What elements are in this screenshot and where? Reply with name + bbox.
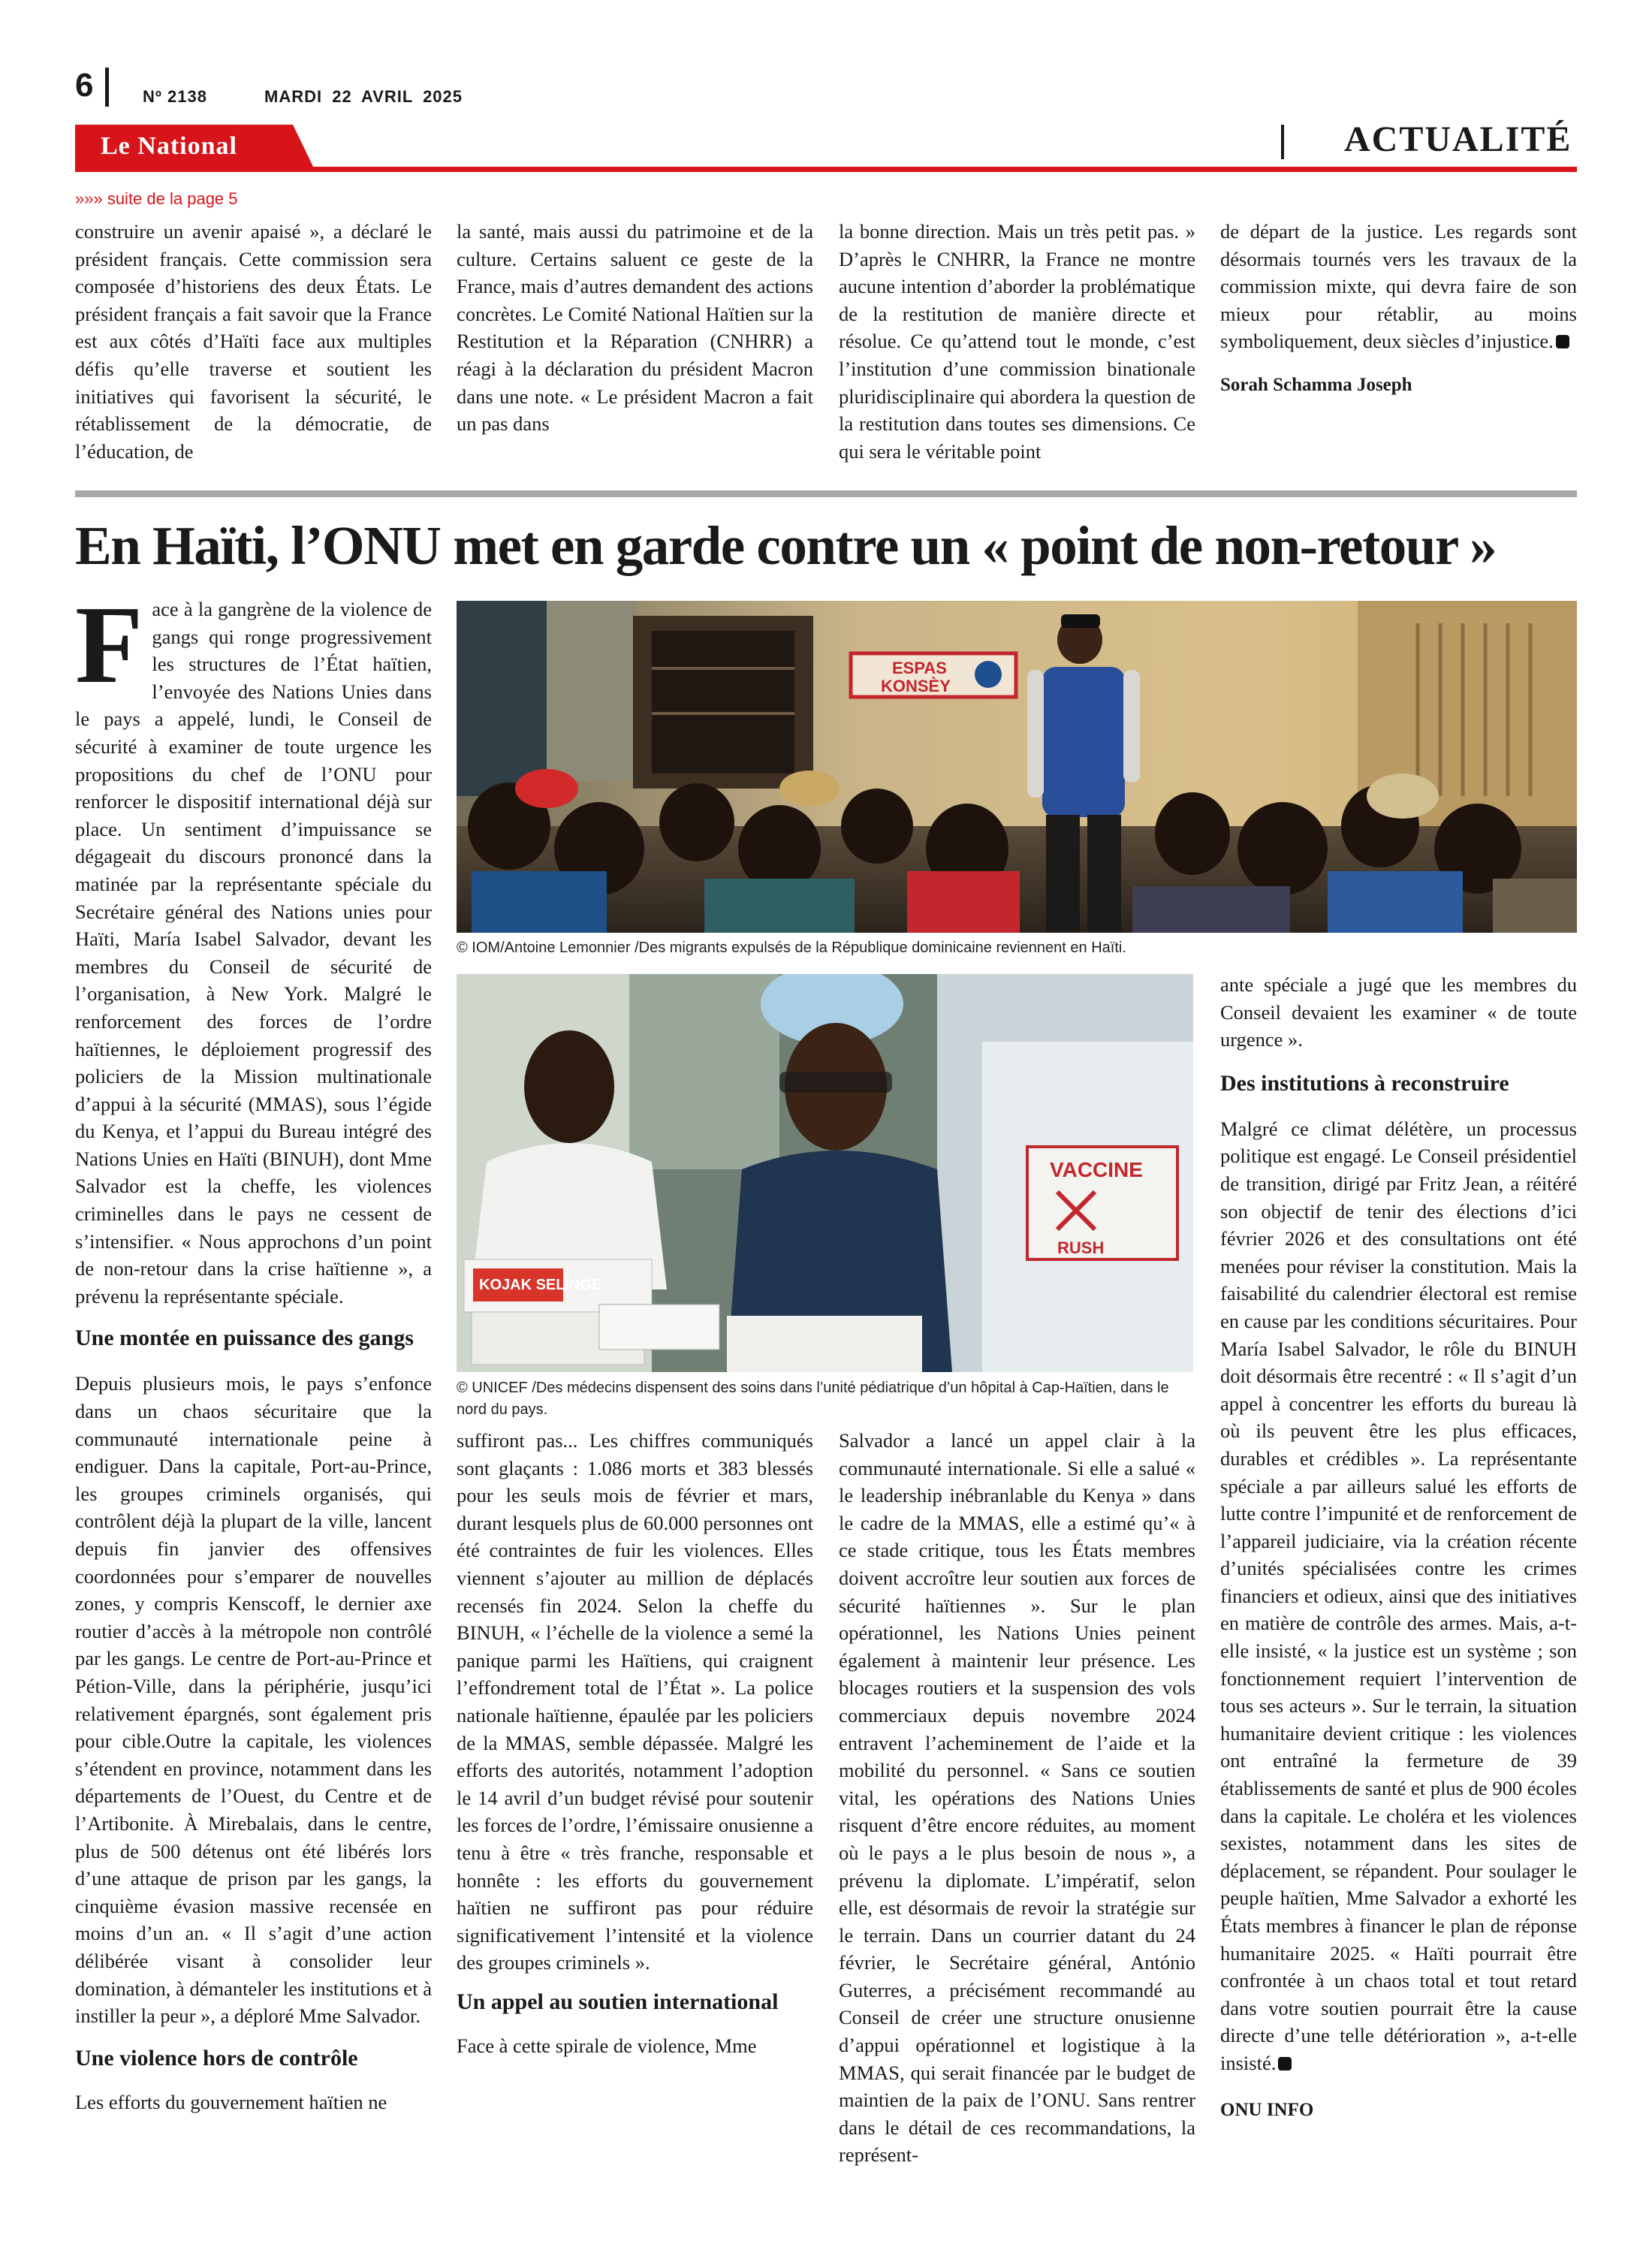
article-col-4 bbox=[1220, 971, 1577, 2124]
article-headline: En Haïti, l’ONU met en garde contre un « point de non-retour » bbox=[75, 515, 1497, 576]
photo-migrants-image bbox=[457, 601, 1577, 933]
subhead-appel: Un appel au soutien international bbox=[457, 1989, 779, 2014]
top-article-col-2 bbox=[457, 218, 813, 438]
photo-migrants-caption: © IOM/Antoine Lemonnier /Des migrants expulsés de la République dominicaine reviennent en Haïti. bbox=[457, 940, 1126, 956]
paragraph-urgence: ante spéciale a jugé que les membres du Conseil devaient les examiner « de toute urgence ». bbox=[1220, 973, 1577, 1051]
top-article-col-3 bbox=[839, 218, 1195, 465]
section-title: ACTUALITÉ bbox=[1344, 119, 1572, 159]
byline: Sorah Schamma Joseph bbox=[1220, 374, 1412, 395]
section-divider bbox=[1281, 125, 1284, 159]
top-article-text-4-body: de départ de la justice. Les regards sont désormais tournés vers les travaux de la commission mixte, qui devra faire de son mieux pour rétablir, au moins symboliquement, deux siècles d’injustice. bbox=[1220, 220, 1577, 353]
end-mark-icon bbox=[1556, 335, 1569, 348]
sign-text-line-2: KONSÈY bbox=[881, 677, 951, 695]
paragraph-appel: Salvador a lancé un appel clair à la communauté internationale. Si elle a salué « le leadership inébranlable du Kenya » dans le cadre de la MMAS, elle a estimé qu’« à ce stade critique, tous les États membres doivent accroître leur soutien aux forces de sécurité haïtiennes ». Sur le plan opérationnel, les Nations Unies peinent également à maintenir leur présence. Les blocages routiers et la suspension des vols commerciaux depuis novembre 2024 entravent l’acheminement de l’aide et la mobilité du personnel. « Sans ce soutien vital, les opérations des Nations Unies risquent d’être encore réduites, au moment où le pays a le plus besoin de nous », a prévenu la diplomate. L’impératif, selon elle, est désormais de revoir la stratégie sur le terrain. Dans un courrier datant du 24 février, le Secrétaire général, António Guterres, a précisément recommandé au Conseil de créer une structure onusienne d’appui opérationnel et logistique à la MMAS, qui serait financée par le budget de maintien de la paix de l’ONU. Sans rentrer dans le détail de ces recommandations, la représent- bbox=[839, 1429, 1195, 2167]
top-article-col-4 bbox=[1220, 218, 1577, 400]
issue-number: Nº 2138 bbox=[143, 87, 207, 106]
photo-migrants bbox=[457, 601, 1577, 933]
top-article-text-1: construire un avenir apaisé », a déclaré le président français. Cette commission sera composée d’historiens des deux États. Le président français a fait savoir que la France est aux côtés d’Haïti face aux multiples défis qu’elle traverse et soutient les initiatives qui favorisent la sécurité, le rétablissement de la démocratie, de l’éducation, de bbox=[75, 220, 432, 463]
article-intro-text: ace à la gangrène de la violence de gangs qui ronge progressivement les structures de l’État haïtien, l’envoyée des Nations Unies dans le pays a appelé, lundi, le Conseil de sécurité à examiner de toute urgence les propositions du chef de l’ONU pour renforcer le dispositif international déjà sur place. Un sentiment d’impuissance se dégageait du discours prononcé dans la matinée par la représentante spéciale du Secrétaire général des Nations unies pour Haïti, María Isabel Salvador, devant les membres du Conseil de sécurité de l’organisation, à New York. Malgré le renforcement des forces de l’ordre haïtiennes, le déploiement progressif des policiers de la Mission multinationale d’appui à la sécurité (MMAS), sous l’égide du Kenya, et l’appui du Bureau intégré des Nations Unies en Haïti (BINUH), dont Mme Salvador est la cheffe, les violences criminelles dans le pays ne cessent de s’intensifier. « Nous approchons d’un point de non-retour dans la crise haïtienne », a prévenu la représentante spéciale. bbox=[75, 598, 432, 1307]
article-col-1 bbox=[75, 584, 432, 2116]
sign-text-line-1: ESPAS bbox=[892, 659, 947, 677]
top-article-text-2: la santé, mais aussi du patrimoine et de la culture. Certains saluent ce geste de la France, mais d’autres demandent des actions concrètes. Le Comité National Haïtien sur la Restitution et la Réparation (CNHRR) a réagi à la déclaration du président Macron dans une note. « Le président Macron a fait un pas dans bbox=[457, 220, 813, 436]
paragraph-figures: suffiront pas... Les chiffres communiqués sont glaçants : 1.086 morts et 383 blessés pour les seuls mois de février et mars, durant lesquels plus de 60.000 personnes ont été contraintes de fuir les violences. Elles viennent s’ajouter au million de déplacés recensés fin 2024. Selon la cheffe du BINUH, « l’échelle de la violence a semé la panique parmi les Haïtiens, qui craignent l’effondrement total de l’État ». La police nationale haïtienne, épaulée par les policiers de la MMAS, semble dépassée. Malgré les efforts des autorités, notamment l’adoption le 14 avril d’un budget révisé pour soutenir les forces de l’ordre, l’émissaire onusienne a tenu à être « très franche, responsable et honnête : les efforts du gouvernement haïtien ne suffiront pas pour réduire significativement l’intensité et la violence des groupes criminels ». bbox=[457, 1429, 813, 1974]
cooler-label-text-2: RUSH bbox=[1057, 1238, 1105, 1257]
article-intro bbox=[75, 584, 432, 1310]
subhead-institutions: Des institutions à reconstruire bbox=[1220, 1070, 1509, 1096]
paragraph-institutions bbox=[1220, 1115, 1577, 2077]
box-label-text: KOJAK SELINGE bbox=[479, 1277, 602, 1293]
top-article-col-1 bbox=[75, 218, 432, 465]
page-number-divider bbox=[105, 68, 109, 107]
article-col-2 bbox=[457, 1427, 813, 2059]
photo-doctors-caption: © UNICEF /Des médecins dispensent des soins dans l’unité pédiatrique d’un hôpital à Cap-Haïtien, dans le nord du pays. bbox=[457, 1380, 1169, 1418]
paragraph-violence-start: Les efforts du gouvernement haïtien ne bbox=[75, 2090, 387, 2113]
article-source: ONU INFO bbox=[1220, 2099, 1314, 2120]
paragraph-appel-start: Face à cette spirale de violence, Mme bbox=[457, 2034, 757, 2057]
photo-doctors-image bbox=[457, 974, 1193, 1372]
subhead-gangs: Une montée en puissance des gangs bbox=[75, 1326, 414, 1351]
publication-date: MARDI 22 AVRIL 2025 bbox=[264, 87, 463, 106]
cooler-label-text: VACCINE bbox=[1050, 1158, 1143, 1181]
paragraph-gangs: Depuis plusieurs mois, le pays s’enfonce dans un chaos sécuritaire que la communauté internationale peine à endiguer. Dans la capitale, Port-au-Prince, les groupes criminels organisés, qui contrôlent déjà la plupart de la ville, lancent depuis fin janvier des offensives coordonnées pour s’emparer de nouvelles zones, y compris Kenscoff, le dernier axe routier d’accès à la métropole non contrôlé par les gangs. Le centre de Port-au-Prince et Pétion-Ville, dans la périphérie, jusqu’ici relativement épargnés, sont également pris pour cible.Outre la capitale, les violences s’étendent en province, notamment dans les départements de l’Ouest, du Centre et de l’Artibonite. À Mirebalais, dans le centre, plus de 500 détenus ont été libérés lors d’une attaque de prison par les gangs, la cinquième évasion massive recensée en moins d’un an. « Il s’agit d’une action délibérée visant à consolider leur domination, à démanteler les institutions et à instiller la peur », a déploré Mme Salvador. bbox=[75, 1372, 432, 2028]
continued-from-note: »»» suite de la page 5 bbox=[75, 189, 238, 208]
article-col-3 bbox=[839, 1427, 1195, 2169]
page-number: 6 bbox=[75, 67, 94, 104]
brand-name: Le National bbox=[101, 132, 237, 160]
paragraph-institutions-text: Malgré ce climat délétère, un processus politique est engagé. Le Conseil présidentiel de transition, dirigé par Fritz Jean, a réitéré son objectif de tenir des élections d’ici février 2026 et des consultations ont été menées pour réviser la constitution. Mais la faisabilité du calendrier électoral est remise en cause par les conditions sécuritaires. Pour María Isabel Salvador, le rôle du BINUH doit désormais être recentré : « Il s’agit d’un appel à concentrer les efforts du bureau là où ils peuvent être les plus efficaces, durables et crédibles ». La représentante spéciale a par ailleurs salué les efforts de lutte contre l’impunité et de renforcement de l’appareil judiciaire, via la création récente d’unités spécialisées contre les crimes financiers et odieux, ainsi que des initiatives en matière de contrôle des armes. Mais, a-t-elle insisté, « la justice est un système ; son fonctionnement requiert l’intervention de tous ses acteurs ». Sur le terrain, la situation humanitaire devient critique : les violences ont entraîné la fermeture de 39 établissements de santé et plus de 900 écoles dans la capitale. Le choléra et les violences sexistes, notamment dans les sites de déplacement, se répandent. Pour soulager le peuple haïtien, Mme Salvador a exhorté les États membres à financer le plan de réponse humanitaire 2025. « Haïti pourrait être confrontée à un chaos total et tout retard dans votre soutien pourrait être la cause directe d’une telle détérioration », a-t-elle insisté. bbox=[1220, 1117, 1577, 2074]
drop-cap: F bbox=[75, 584, 143, 707]
top-article-text-3: la bonne direction. Mais un très petit pas. » D’après le CNHRR, la France ne montre aucune intention d’aborder la problématique de la restitution de manière directe et résolue. Ce qu’attend tout le monde, c’est l’institution d’une commission binationale pluridisciplinaire qui abordera la question de la restitution dans toutes ses dimensions. Ce qui sera le véritable point bbox=[839, 220, 1195, 463]
top-article-text-4 bbox=[1220, 218, 1577, 355]
header-red-rule bbox=[75, 167, 1577, 172]
end-mark-icon bbox=[1278, 2057, 1292, 2071]
article-separator bbox=[75, 490, 1577, 497]
photo-doctors bbox=[457, 974, 1193, 1372]
newspaper-brand bbox=[75, 125, 300, 170]
subhead-violence: Une violence hors de contrôle bbox=[75, 2045, 358, 2071]
